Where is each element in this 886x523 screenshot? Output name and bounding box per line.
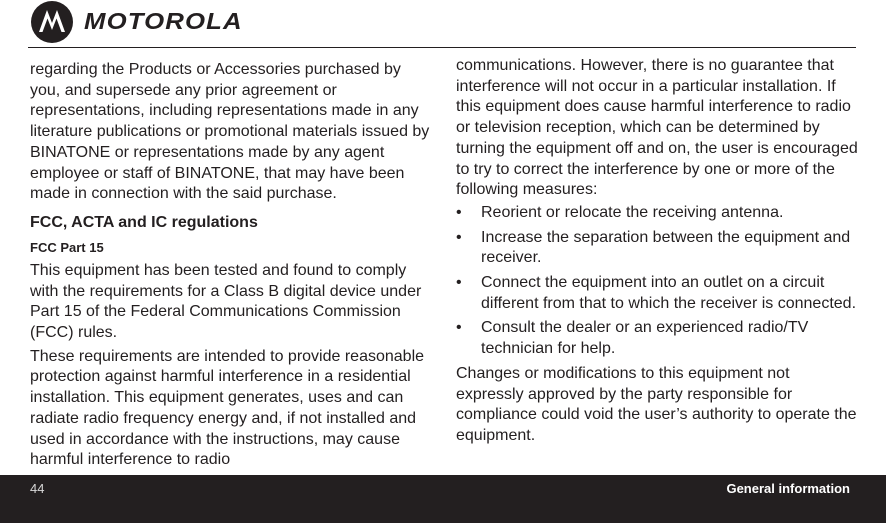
section-title: FCC, ACTA and IC regulations <box>30 213 258 231</box>
right-column <box>456 56 858 447</box>
header-divider <box>28 47 856 48</box>
page-number: 44 <box>30 481 45 496</box>
brand-wordmark: MOTOROLA <box>84 8 243 34</box>
list-item: • Connect the equipment into an outlet on a circuit different from that to which the receiver is connected. <box>456 274 857 312</box>
fcc-compliance-paragraph: This equipment has been tested and found to comply with the requirements for a Class B digital device under Part 15 of the Federal Communications Commission (FCC) rules. <box>30 261 422 342</box>
measures-list <box>456 203 858 360</box>
bullet-icon: • <box>456 228 462 246</box>
interference-paragraph: These requirements are intended to provide reasonable protection against harmful interference in a residential installation. This equipment generates, uses and can radiate radio frequency energy and, if not installed and used in accordance with the instructions, may cause harmful interference to radio <box>30 347 425 469</box>
page-footer <box>0 475 886 523</box>
list-item: • Reorient or relocate the receiving antenna. <box>456 203 858 224</box>
list-item: • Consult the dealer or an experienced radio/TV technician for help. <box>456 319 809 358</box>
page-header <box>0 0 886 50</box>
left-column <box>30 60 430 471</box>
continuation-paragraph: communications. However, there is no guarantee that interference will not occur in a particular installation. If this equipment does cause harmful interference to radio or television reception, which can be determined by turning the equipment off and on, the user is encouraged to try to correct the interference by one or more of the following measures: <box>456 57 858 199</box>
motorola-batwing-icon <box>31 1 73 43</box>
bullet-icon: • <box>456 203 462 221</box>
bullet-icon: • <box>456 274 462 292</box>
list-item: • Increase the separation between the equipment and receiver. <box>456 228 851 267</box>
bullet-icon: • <box>456 319 462 337</box>
subsection-title: FCC Part 15 <box>30 239 104 255</box>
footer-section-title: General information <box>726 481 850 496</box>
closing-paragraph: Changes or modifications to this equipment not expressly approved by the party responsible for compliance could void the user’s authority to operate the equipment. <box>456 364 857 444</box>
intro-paragraph: regarding the Products or Accessories purchased by you, and supersede any prior agreement or representations, including representations made in any literature publications or promotional materials issued by BINATONE or representations made by any agent employee or staff of BINATONE, that may have been made in connection with the said purchase. <box>30 61 430 203</box>
